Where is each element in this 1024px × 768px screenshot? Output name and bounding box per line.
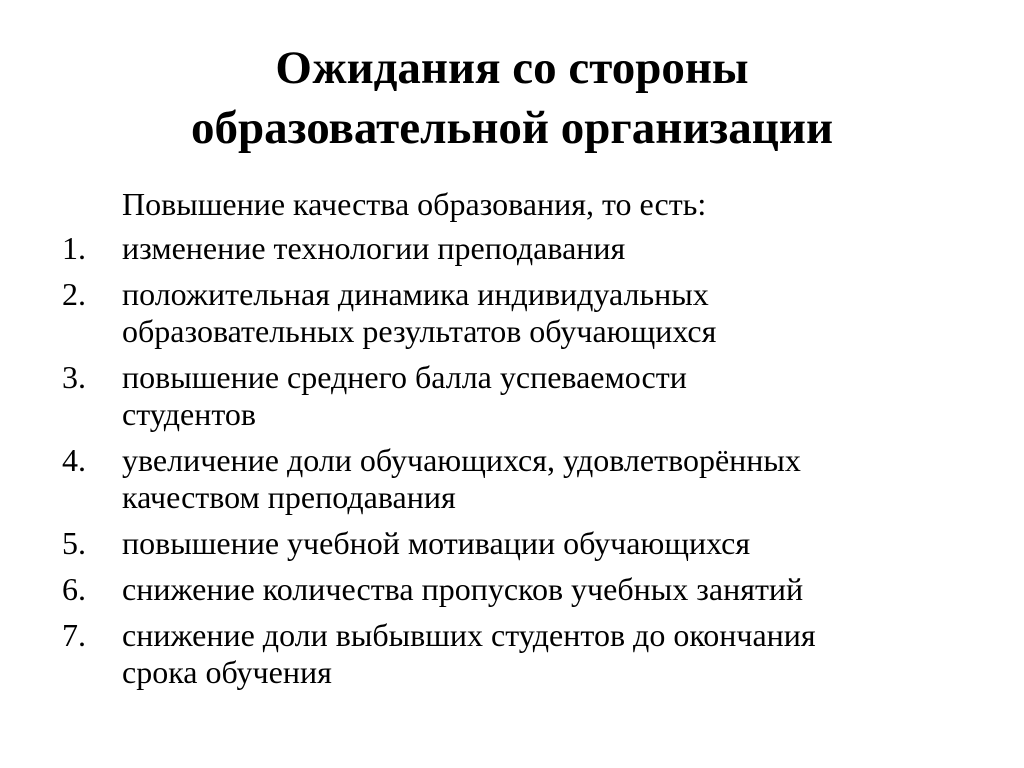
list-item-number: 5.: [62, 525, 86, 561]
list-item-line: образовательных результатов обучающихся: [122, 313, 717, 349]
slide-title: [0, 38, 1024, 158]
list-item-number: 1.: [62, 230, 86, 266]
slide-title-line-2: образовательной организации: [190, 102, 834, 154]
list-item-line: срока обучения: [122, 654, 332, 690]
list-item-7: [0, 617, 1000, 691]
list-item-text: [122, 525, 1000, 562]
list-item-text: [122, 276, 1000, 350]
list-item-line: качеством преподавания: [122, 479, 456, 515]
list-item-number: 3.: [62, 359, 86, 395]
list-item-text: [122, 359, 1000, 433]
list-item-line: повышение среднего балла успеваемости: [122, 359, 687, 395]
list-item-4: [0, 442, 1000, 516]
list-item-6: [0, 571, 1000, 608]
list-item-number: 4.: [62, 442, 86, 478]
list-item-number: 6.: [62, 571, 86, 607]
intro-text: Повышение качества образования, то есть:: [122, 186, 707, 222]
list-item-3: [0, 359, 1000, 433]
list-item-line: положительная динамика индивидуальных: [122, 276, 709, 312]
list-item-line: повышение учебной мотивации обучающихся: [122, 525, 751, 561]
list-item-line: увеличение доли обучающихся, удовлетворённых: [122, 442, 801, 478]
list-item-line: снижение количества пропусков учебных занятий: [122, 571, 804, 607]
list-item-text: [122, 230, 1000, 267]
list-item-number: 7.: [62, 617, 86, 653]
list-item-5: [0, 525, 1000, 562]
slide-title-line-1: Ожидания со стороны: [275, 42, 749, 94]
list-item-line: студентов: [122, 396, 257, 432]
list-item-number: 2.: [62, 276, 86, 312]
list-item-text: [122, 571, 1000, 608]
list-item-text: [122, 617, 1000, 691]
list-item-1: [0, 230, 1000, 267]
list-item-text: [122, 442, 1000, 516]
expectations-list: [0, 230, 1000, 700]
list-item-line: снижение доли выбывших студентов до окончания: [122, 617, 816, 653]
list-item-2: [0, 276, 1000, 350]
list-item-line: изменение технологии преподавания: [122, 230, 626, 266]
